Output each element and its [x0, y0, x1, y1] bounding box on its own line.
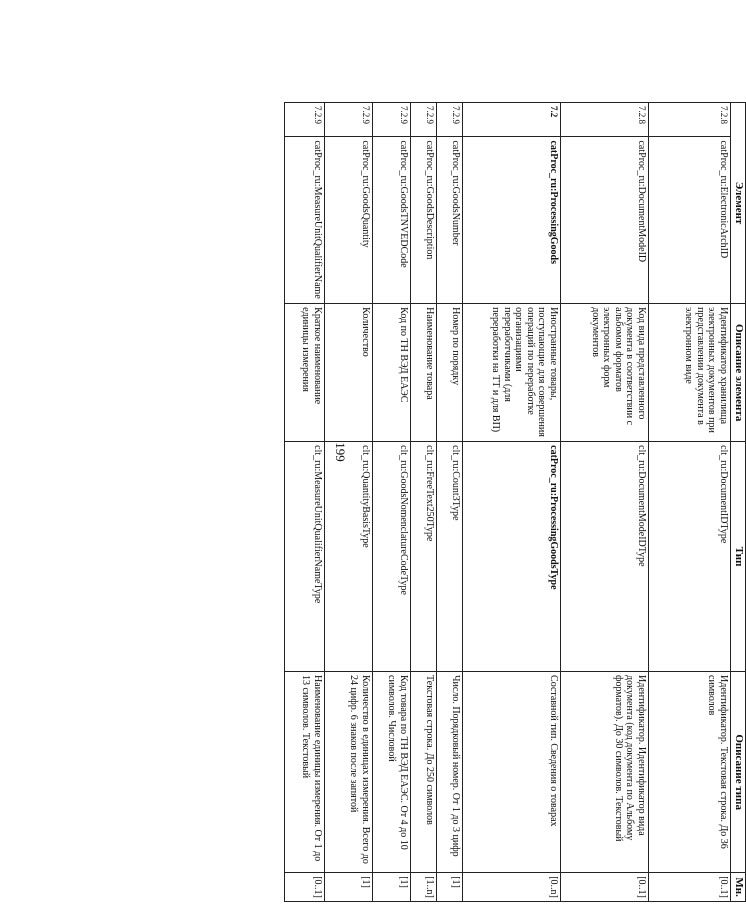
table-row	[463, 103, 561, 902]
element-name: catProc_ru:ProcessingGoods	[463, 137, 561, 304]
table-row	[285, 103, 325, 902]
type-description: Текстовая строка. До 250 символов	[411, 672, 437, 873]
element-description: Количество	[325, 304, 373, 442]
table-wrapper	[300, 102, 746, 902]
type-name: clt_ru:MeasureUnitQualifierNameType	[285, 442, 325, 672]
element-description: Код по ТН ВЭД ЕАЭС	[373, 304, 411, 442]
multiplicity: [0..1]	[649, 873, 731, 902]
table-row	[411, 103, 437, 902]
element-description: Идентификатор хранилища электронных документов при представлении документа в электронном виде	[649, 304, 731, 442]
page-number: 199	[333, 442, 348, 462]
type-description: Число. Порядковый номер. От 1 до 3 цифр	[437, 672, 463, 873]
row-number: 7.2.9	[285, 103, 325, 137]
element-name: catProc_ru:GoodsNumber	[437, 137, 463, 304]
element-description: Код вида представленного документа в соответствии с альбомом форматов электронных форм документов	[561, 304, 649, 442]
element-description: Иностранные товары, поступающие для совершения операций по переработке организациями переработчиками (для переработки на ТТ и для ВП)	[463, 304, 561, 442]
multiplicity: [1]	[437, 873, 463, 902]
element-description: Наименование товара	[411, 304, 437, 442]
type-name: clt_ru:Count3Type	[437, 442, 463, 672]
header-type-description: Описание типа	[731, 672, 746, 873]
element-name: catProc_ru:DocumentModeID	[561, 137, 649, 304]
header-element-description: Описание элемента	[731, 304, 746, 442]
row-number: 7.2.9	[325, 103, 373, 137]
row-number: 7.2	[463, 103, 561, 137]
element-name: catProc_ru:GoodsTNVEDCode	[373, 137, 411, 304]
table-row	[649, 103, 731, 902]
type-name: clt_ru:DocumentIDType	[649, 442, 731, 672]
type-name: clt_ru:FreeText250Type	[411, 442, 437, 672]
row-number: 7.2.8	[649, 103, 731, 137]
header-element: Элемент	[731, 103, 746, 304]
table-row	[373, 103, 411, 902]
element-name: catProc_ru:MeasureUnitQualifierName	[285, 137, 325, 304]
type-description: Количество в единицах измерения. Всего до 24 цифр. 6 знаков после запятой	[325, 672, 373, 873]
multiplicity: [1]	[373, 873, 411, 902]
row-number: 7.2.9	[411, 103, 437, 137]
type-name: catProc_ru:ProcessingGoodsType	[463, 442, 561, 672]
type-name: clt_ru:DocumentModeIDType	[561, 442, 649, 672]
table-header-row	[731, 103, 746, 902]
row-number: 7.2.8	[561, 103, 649, 137]
element-name: catProc_ru:GoodsQuantity	[325, 137, 373, 304]
type-description: Идентификатор. Идентификатор вида документа (код документа по Альбому форматов). До 30 символов. Текстовый	[561, 672, 649, 873]
table-row	[561, 103, 649, 902]
table-row	[325, 103, 373, 902]
multiplicity: [1..n]	[411, 873, 437, 902]
type-description: Код товара по ТН ВЭД ЕАЭС. От 4 до 10 символов. Числовой	[373, 672, 411, 873]
type-name: clt_ru:QuantityBasisType	[325, 442, 373, 672]
element-description: Номер по порядку	[437, 304, 463, 442]
row-number: 7.2.9	[437, 103, 463, 137]
element-name: catProc_ru:ElectronicArchID	[649, 137, 731, 304]
table-row	[437, 103, 463, 902]
element-name: catProc_ru:GoodsDescription	[411, 137, 437, 304]
type-name: clt_ru:GoodsNomenclatureCodeType	[373, 442, 411, 672]
element-description: Краткое наименование единицы измерения	[285, 304, 325, 442]
type-description: Составной тип. Сведения о товарах	[463, 672, 561, 873]
type-description: Наименование единицы измерения. От 1 до 13 символов. Текстовый	[285, 672, 325, 873]
row-number: 7.2.9	[373, 103, 411, 137]
multiplicity: [1]	[325, 873, 373, 902]
header-multiplicity: Мн.	[731, 873, 746, 902]
type-description: Идентификатор. Текстовая строка. До 36 символов	[649, 672, 731, 873]
specification-table	[284, 102, 746, 902]
multiplicity: [0..1]	[561, 873, 649, 902]
multiplicity: [0..1]	[285, 873, 325, 902]
multiplicity: [0..n]	[463, 873, 561, 902]
header-type: Тип	[731, 442, 746, 672]
